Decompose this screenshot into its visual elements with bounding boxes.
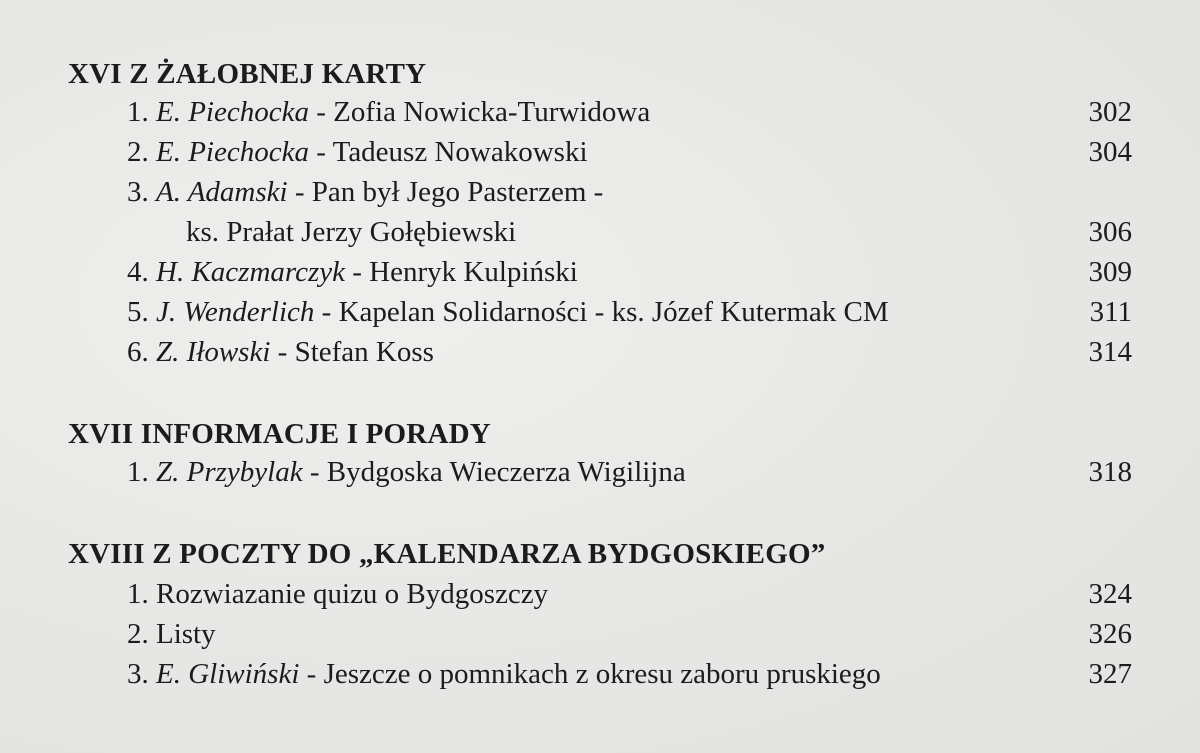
entry-number: 6. [127, 336, 149, 368]
entry-separator: - [270, 336, 295, 368]
entry-author: Z. Iłowski [156, 336, 271, 368]
toc-entry [0, 136, 1200, 172]
entry-number: 2. [127, 136, 149, 168]
entry-title: Kapelan Solidarności - ks. Józef Kutermak CM [338, 296, 889, 328]
entry-author: J. Wenderlich [156, 296, 315, 328]
toc-entry [0, 256, 1200, 292]
toc-entry [0, 618, 1200, 654]
toc-entry [0, 176, 1200, 212]
entry-page: 314 [1088, 336, 1132, 368]
entry-title: Bydgoska Wieczerza Wigilijna [326, 456, 686, 488]
toc-entry [0, 96, 1200, 132]
entry-page: 326 [1088, 618, 1132, 650]
entry-page: 318 [1088, 456, 1132, 488]
entry-number: 1. [127, 578, 149, 610]
entry-page: 324 [1088, 578, 1132, 610]
entry-separator: - [299, 658, 324, 690]
entry-number: 5. [127, 296, 149, 328]
toc-entry [0, 578, 1200, 614]
toc-entry [0, 336, 1200, 372]
entry-separator: - [345, 256, 370, 288]
entry-number: 3. [127, 176, 149, 208]
toc-entry-continuation [0, 216, 1200, 252]
entry-title: Stefan Koss [294, 336, 434, 368]
entry-page: 309 [1088, 256, 1132, 288]
entry-number: 1. [127, 96, 149, 128]
entry-number: 4. [127, 256, 149, 288]
entry-title: Rozwiazanie quizu o Bydgoszczy [156, 578, 549, 610]
entry-separator: - [308, 136, 333, 168]
entry-separator: - [302, 456, 327, 488]
entry-title: Pan był Jego Pasterzem - [311, 176, 604, 208]
entry-title: Jeszcze o pomnikach z okresu zaboru pruskiego [323, 658, 881, 690]
entry-title: Listy [156, 618, 216, 650]
entry-page: 302 [1088, 96, 1132, 128]
entry-page: 304 [1088, 136, 1132, 168]
entry-author: A. Adamski [156, 176, 288, 208]
entry-title: Zofia Nowicka-Turwidowa [333, 96, 651, 128]
entry-separator: - [314, 296, 339, 328]
entry-page: 311 [1089, 296, 1132, 328]
entry-page: 327 [1088, 658, 1132, 690]
entry-page: 306 [1088, 216, 1132, 248]
entry-separator: - [308, 96, 334, 128]
entry-number: 2. [127, 618, 149, 650]
section-title: XVI Z ŻAŁOBNEJ KARTY [68, 58, 427, 90]
entry-author: H. Kaczmarczyk [156, 256, 345, 288]
entry-title: Tadeusz Nowakowski [332, 136, 588, 168]
entry-number: 1. [127, 456, 149, 488]
toc-entry [0, 296, 1200, 332]
entry-number: 3. [127, 658, 149, 690]
toc-entry [0, 456, 1200, 492]
entry-author: E. Piechocka [156, 96, 309, 128]
section-title: XVII INFORMACJE I PORADY [68, 418, 491, 450]
entry-title: Henryk Kulpiński [369, 256, 578, 288]
entry-author: E. Piechocka [156, 136, 309, 168]
entry-separator: - [287, 176, 312, 208]
entry-author: Z. Przybylak [156, 456, 303, 488]
section-title: XVIII Z POCZTY DO „KALENDARZA BYDGOSKIEGO” [68, 538, 826, 570]
toc-entry [0, 658, 1200, 694]
entry-author: E. Gliwiński [156, 658, 300, 690]
entry-title-continuation: ks. Prałat Jerzy Gołębiewski [186, 216, 517, 248]
